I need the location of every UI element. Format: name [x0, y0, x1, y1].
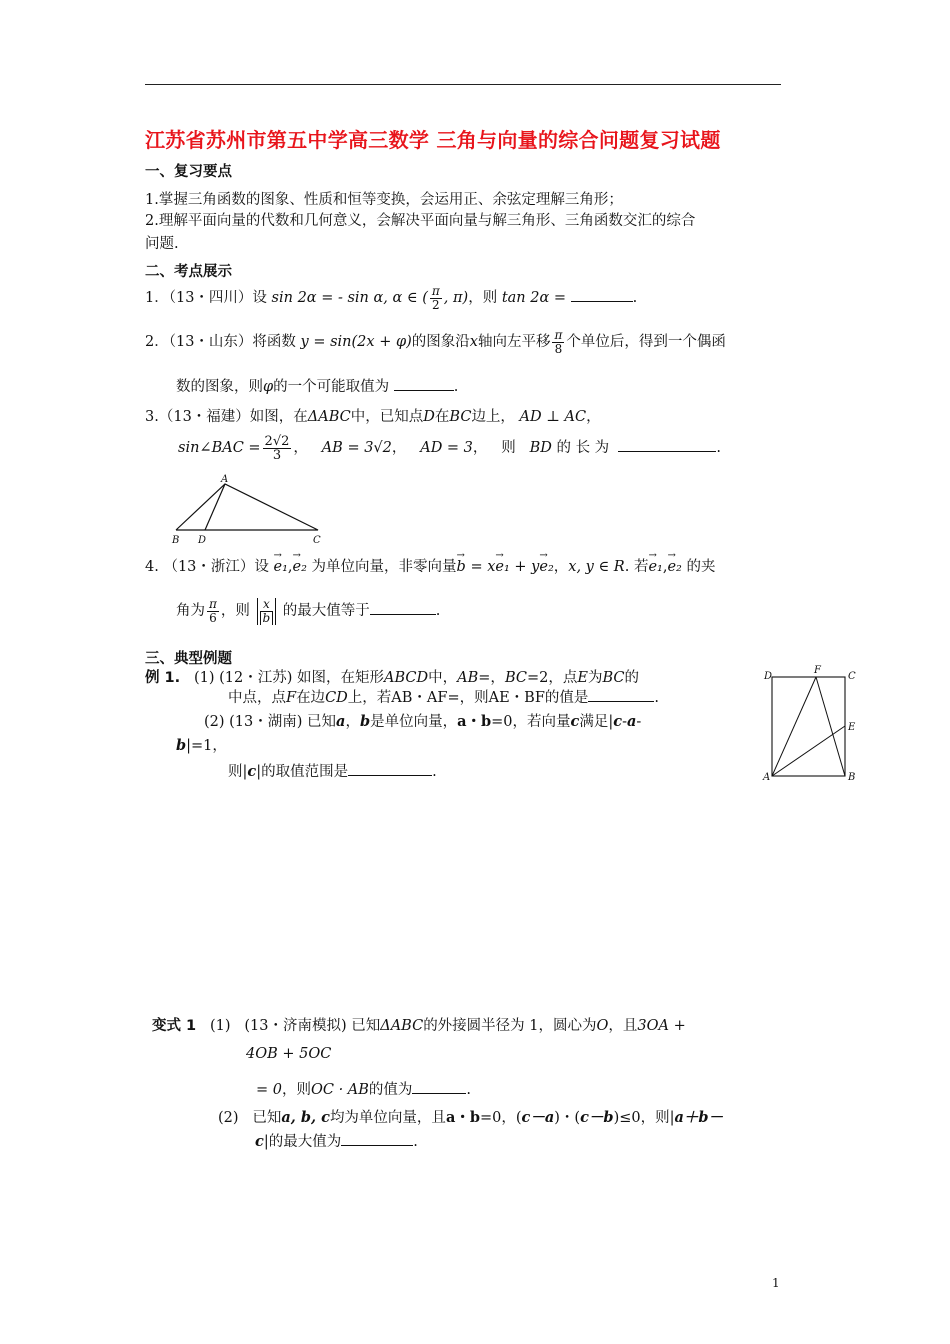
example-1-line2: 中点，点F在边CD上，若AB・AF=，则AE・BF的值是 . [228, 690, 659, 706]
answer-blank[interactable] [571, 289, 633, 302]
section-heading-review: 一、复习要点 [145, 164, 232, 180]
label-a: A [763, 772, 771, 783]
variation-1-line1: 变式 1 (1) (13・济南模拟) 已知ΔABC的外接圆半径为 1，圆心为O，且3OA + [152, 1018, 686, 1034]
rectangle-figure [760, 664, 860, 784]
label-e: E [848, 722, 856, 733]
answer-blank[interactable] [412, 1081, 466, 1094]
label-c: C [313, 535, 321, 546]
rectangle-abcd [772, 677, 845, 776]
triangle-figure [168, 472, 328, 547]
question-4-line2: 角为 $\frac{\pi}{6}$ ，则 $\frac{x}{b}$ 的最大值等于 . [176, 596, 441, 625]
answer-blank[interactable] [394, 378, 454, 391]
label-a: A [221, 474, 229, 485]
answer-blank[interactable] [588, 689, 654, 702]
page-number: 1 [772, 1276, 780, 1290]
section-heading-topics: 二、考点展示 [145, 264, 232, 280]
example-1-part2: (2) (13・湖南) 已知a，b是单位向量，a・b=0，若向量c满足|c-a- [204, 713, 642, 730]
answer-blank[interactable] [348, 763, 432, 776]
section-heading-examples: 三、典型例题 [145, 651, 232, 667]
variation-1-line2: 4OB + 5OC [246, 1046, 332, 1062]
label-b: B [848, 772, 856, 783]
label-d: D [764, 671, 773, 682]
label-b: B [172, 535, 180, 546]
label-d: D [198, 535, 207, 546]
review-point-3: 问题. [145, 236, 179, 252]
page-title: 江苏省苏州市第五中学高三数学 三角与向量的综合问题复习试题 [145, 128, 721, 152]
answer-blank[interactable] [618, 439, 716, 452]
header-rule [145, 84, 781, 85]
example-1-part2-line3: 则|c|的取值范围是 . [228, 763, 437, 780]
answer-blank[interactable] [341, 1133, 413, 1146]
segment-ad [205, 484, 225, 530]
variation-1-part2: (2) 已知a, b, c均为单位向量，且a・b=0，(c－a)・(c－b)≤0，则|a＋b－ [218, 1109, 724, 1126]
question-3-line2: sin∠BAC = $\frac{2√2}{3}$ ， AB = 3√2， AD = 3， 则 BD 的 长 为 . [178, 433, 722, 463]
label-c: C [848, 671, 856, 682]
triangle-abc [176, 484, 318, 530]
label-f: F [814, 665, 821, 676]
answer-blank[interactable] [370, 602, 436, 615]
example-1-part2-line2: b|=1， [176, 737, 227, 754]
segment-bf [816, 677, 845, 776]
variation-1-part2-line2: c|的最大值为 . [255, 1133, 418, 1150]
example-1-line1: 例 1. (1) (12・江苏) 如图，在矩形ABCD中，AB=，BC=2，点E为BC的 [145, 670, 639, 686]
review-point-1: 1.掌握三角函数的图象、性质和恒等变换，会运用正、余弦定理解三角形； [145, 192, 623, 208]
question-4: 4. （13・浙江）设 → e₁,→ e₂ 为单位向量，非零向量→ b = x→ e₁ + y→ e₂，x, y ∈ R. 若→ e₁,→ e₂ 的夹 [145, 556, 715, 578]
question-2: 2．（13・山东）将函数 y = sin(2x + φ)的图象沿x轴向左平移 $\frac{\pi}{8}$ 个单位后，得到一个偶函 [145, 327, 726, 356]
question-2-line2: 数的图象，则φ的一个可能取值为 . [176, 379, 459, 395]
question-1: 1．（13・四川）设 sin 2α = - sin α, α ∈ ( $\frac{\pi}{2}$ , π)，则 tan 2α = . [145, 283, 638, 312]
question-3: 3.（13・福建）如图，在ΔABC中，已知点D在BC边上， AD ⊥ AC， [145, 409, 601, 425]
review-point-2: 2.理解平面向量的代数和几何意义，会解决平面向量与解三角形、三角函数交汇的综合 [145, 213, 696, 229]
variation-1-line3: = 0，则OC · AB的值为 . [256, 1082, 472, 1098]
